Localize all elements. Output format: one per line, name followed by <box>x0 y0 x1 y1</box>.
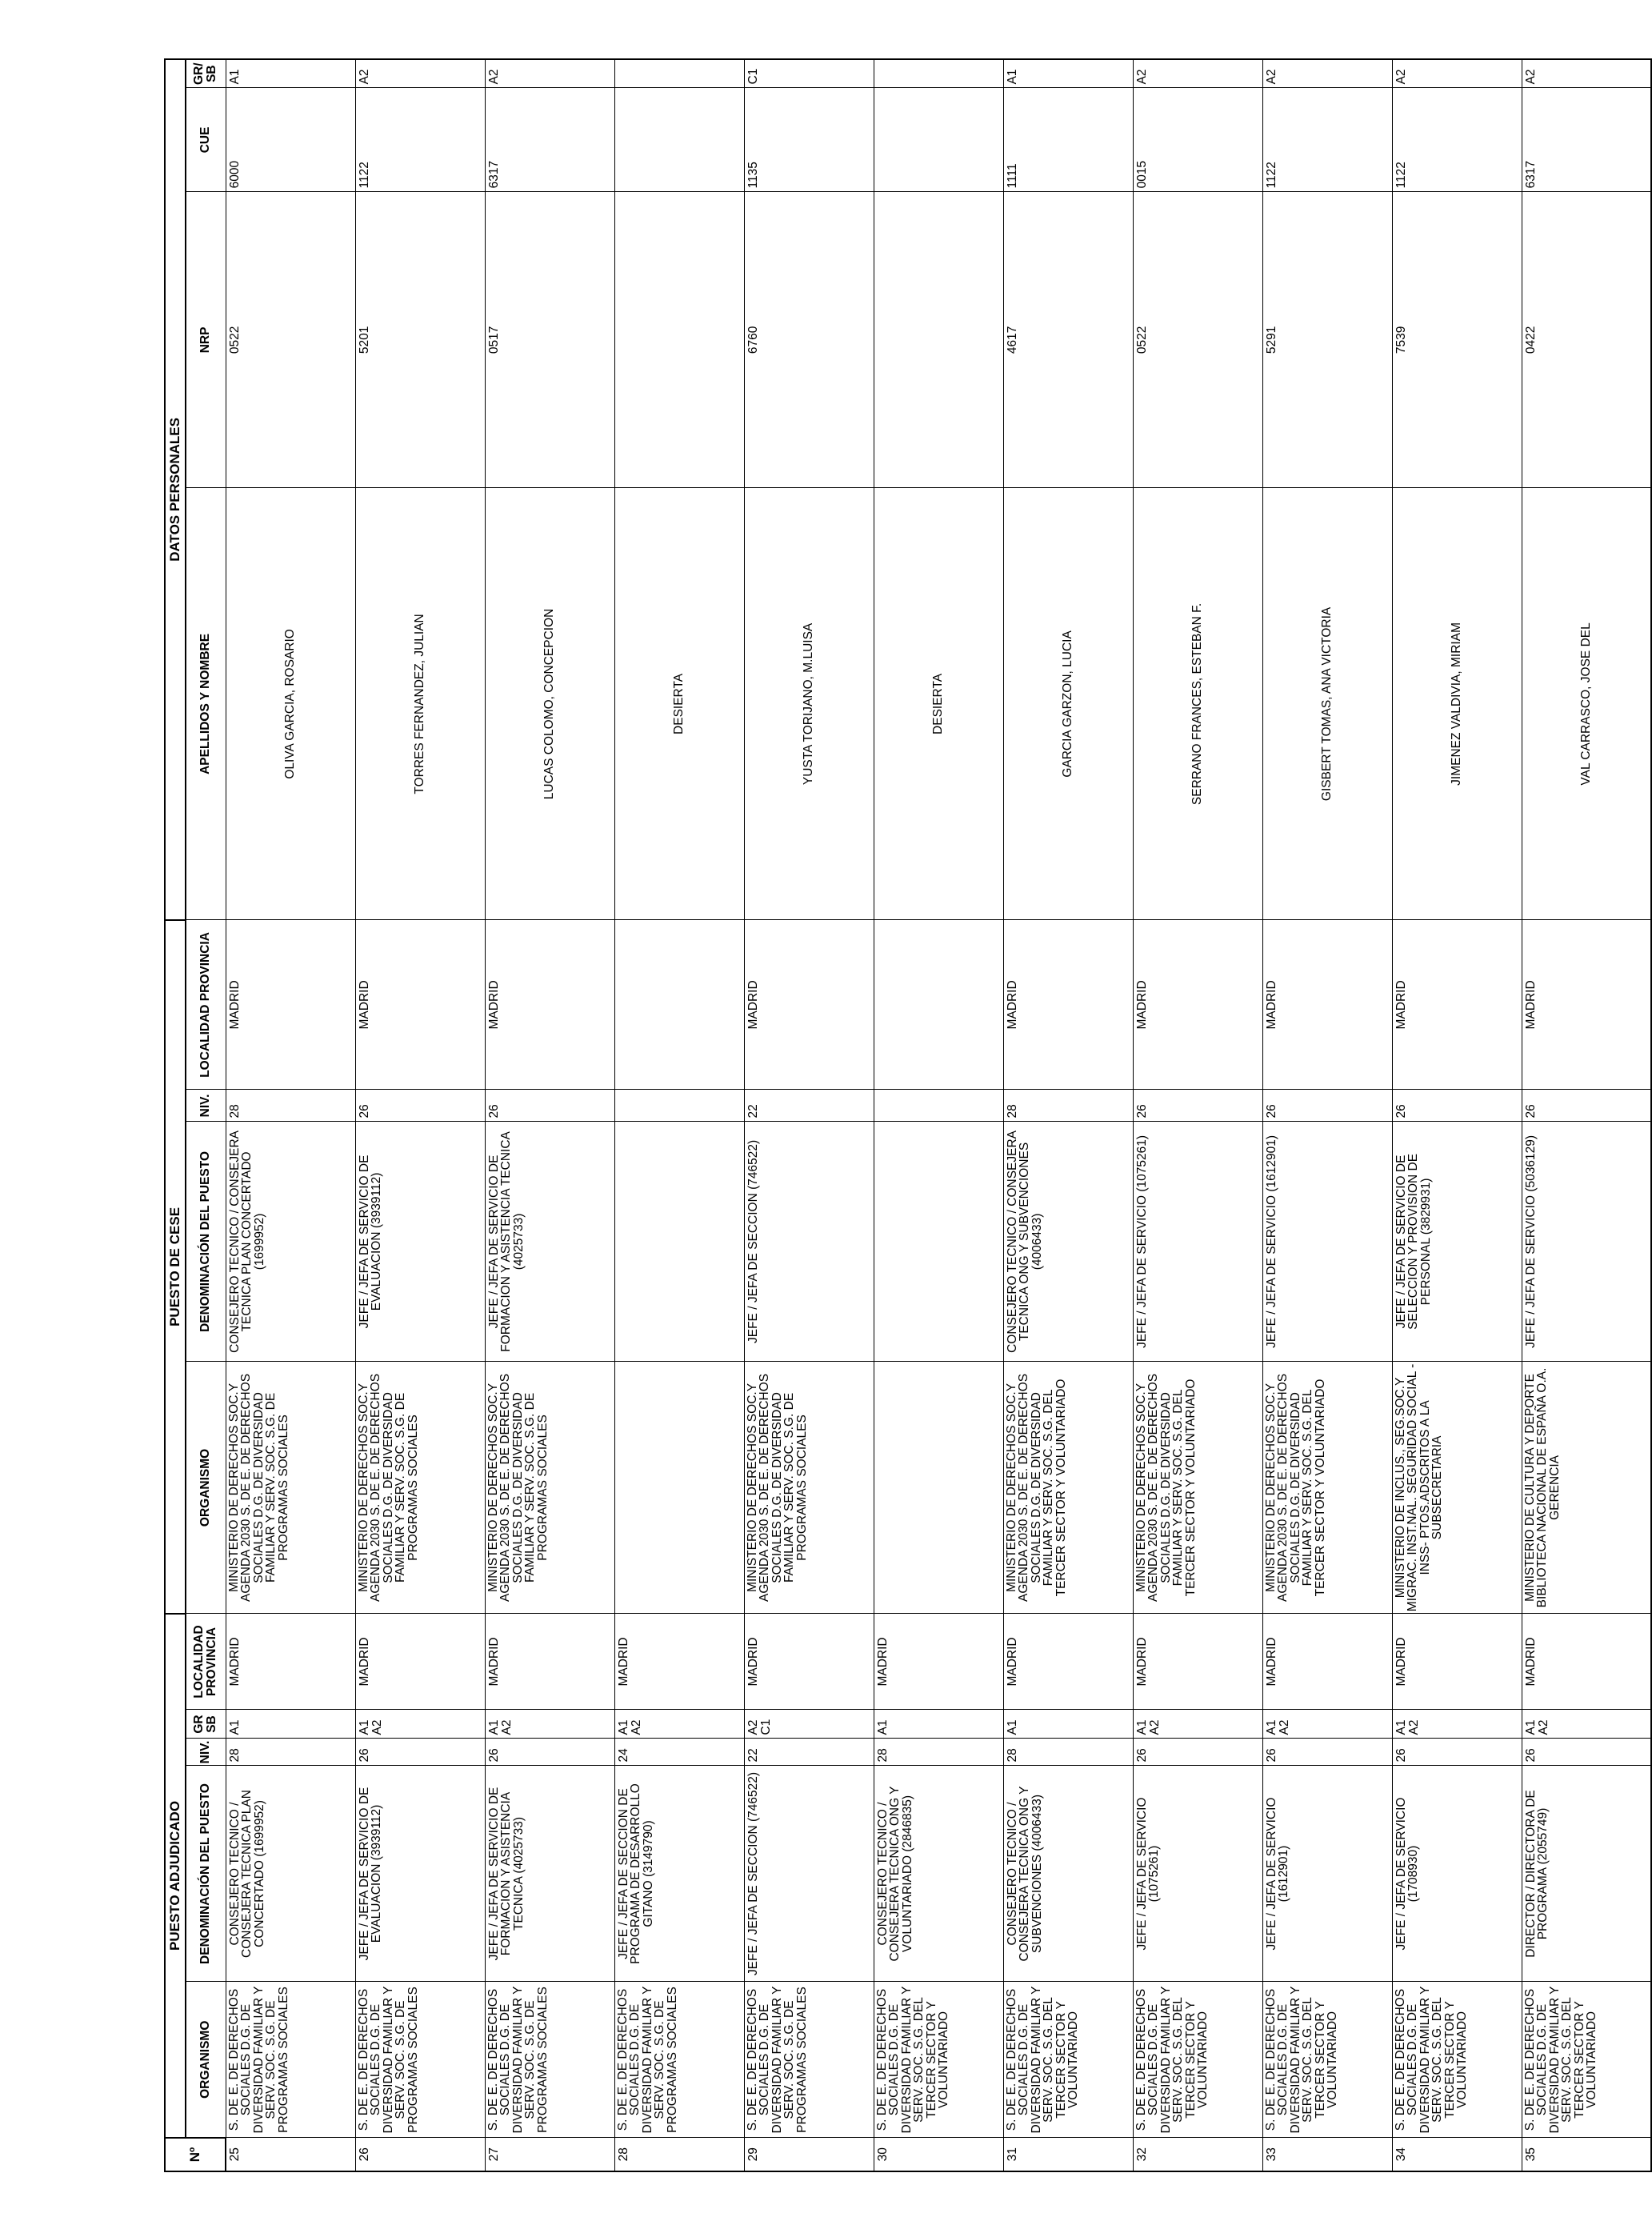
cell-denominacion: JEFE / JEFA DE SERVICIO DE FORMACION Y ASISTENCIA TECNICA (4025733) <box>485 1766 614 1982</box>
cell-cue: 6317 <box>1522 88 1651 192</box>
cell-localidad-cese: MADRID <box>1522 920 1651 1090</box>
cell-organismo-cese: MINISTERIO DE DERECHOS SOC.Y AGENDA 2030 S. DE E. DE DERECHOS SOCIALES D.G. DE DIVERSIDAD FAMILIAR Y SERV. SOC. S.G. DE PROGRAMAS SOCIALES <box>355 1362 485 1614</box>
cell-denominacion: CONSEJERO TECNICO / CONSEJERA TECNICA ONG Y VOLUNTARIADO (2846835) <box>874 1766 1003 1982</box>
table-row <box>614 59 744 2171</box>
cell-organismo: S. DE E. DE DERECHOS SOCIALES D.G. DE DIVERSIDAD FAMILIAR Y SERV. SOC. S.G. DE PROGRAMAS SOCIALES <box>485 1982 614 2138</box>
cell-nrp <box>874 192 1003 488</box>
cell-niv-cese: 26 <box>355 1090 485 1122</box>
cell-grsb2: A2 <box>1133 59 1262 88</box>
cell-organismo: S. DE E. DE DERECHOS SOCIALES D.G. DE DIVERSIDAD FAMILIAR Y SERV. SOC. S.G. DEL TERCER SECTOR Y VOLUNTARIADO <box>1392 1982 1522 2138</box>
cell-nrp: 0522 <box>226 192 355 488</box>
cell-grsb2 <box>874 59 1003 88</box>
cell-organismo-cese: MINISTERIO DE DERECHOS SOC.Y AGENDA 2030 S. DE E. DE DERECHOS SOCIALES D.G. DE DIVERSIDAD FAMILIAR Y SERV. SOC. S.G. DE PROGRAMAS SOCIALES <box>485 1362 614 1614</box>
cell-denominacion: JEFE / JEFA DE SERVICIO DE EVALUACION (3939112) <box>355 1766 485 1982</box>
cell-niv-cese: 26 <box>1392 1090 1522 1122</box>
table-row <box>355 59 485 2171</box>
cell-organismo: S. DE E. DE DERECHOS SOCIALES D.G. DE DIVERSIDAD FAMILIAR Y SERV. SOC. S.G. DE PROGRAMAS SOCIALES <box>226 1982 355 2138</box>
cell-denominacion-cese <box>874 1122 1003 1362</box>
cell-niv: 26 <box>1262 1739 1392 1766</box>
cell-num: 35 <box>1522 2138 1651 2171</box>
cell-localidad: MADRID <box>1392 1614 1522 1710</box>
cell-niv-cese <box>874 1090 1003 1122</box>
cell-nrp: 6760 <box>744 192 874 488</box>
cell-organismo-cese: MINISTERIO DE CULTURA Y DEPORTE BIBLIOTECA NACIONAL DE ESPAÑA O.A. GERENCIA <box>1522 1362 1651 1614</box>
cell-niv: 24 <box>614 1739 744 1766</box>
cell-cue: 1122 <box>1262 88 1392 192</box>
cell-num: 29 <box>744 2138 874 2171</box>
header-group-personales: DATOS PERSONALES <box>165 59 186 920</box>
cell-grsb2: A2 <box>1522 59 1651 88</box>
cell-denominacion-cese: JEFE / JEFA DE SECCION (746522) <box>744 1122 874 1362</box>
cell-niv-cese: 26 <box>1262 1090 1392 1122</box>
cell-localidad: MADRID <box>614 1614 744 1710</box>
cell-denominacion: JEFE / JEFA DE SERVICIO (1708930) <box>1392 1766 1522 1982</box>
header-localidad-cese: LOCALIDAD PROVINCIA <box>186 920 226 1090</box>
cell-organismo-cese: MINISTERIO DE DERECHOS SOC.Y AGENDA 2030 S. DE E. DE DERECHOS SOCIALES D.G. DE DIVERSIDAD FAMILIAR Y SERV. SOC. S.G. DEL TERCER SECTOR Y VOLUNTARIADO <box>1133 1362 1262 1614</box>
header-denominacion-cese: DENOMINACIÓN DEL PUESTO <box>186 1122 226 1362</box>
cell-grsb: A1 A2 <box>1133 1710 1262 1739</box>
header-group-cese: PUESTO DE CESE <box>165 920 186 1614</box>
header-organismo: ORGANISMO <box>186 1982 226 2138</box>
cell-localidad: MADRID <box>1262 1614 1392 1710</box>
cell-grsb2: A1 <box>1003 59 1133 88</box>
cell-cue: 1135 <box>744 88 874 192</box>
table-row <box>1262 59 1392 2171</box>
cell-denominacion-cese: JEFE / JEFA DE SERVICIO (5036129) <box>1522 1122 1651 1362</box>
cell-niv: 28 <box>874 1739 1003 1766</box>
cell-nrp: 5291 <box>1262 192 1392 488</box>
header-group-adjudicado: PUESTO ADJUDICADO <box>165 1614 186 2138</box>
cell-nrp: 0422 <box>1522 192 1651 488</box>
cell-localidad-cese <box>614 920 744 1090</box>
cell-niv: 26 <box>1392 1739 1522 1766</box>
cell-denominacion-cese: JEFE / JEFA DE SERVICIO DE SELECCION Y PROVISION DE PERSONAL (3829931) <box>1392 1122 1522 1362</box>
cell-denominacion: JEFE / JEFA DE SERVICIO (1612901) <box>1262 1766 1392 1982</box>
cell-localidad-cese <box>874 920 1003 1090</box>
table-body <box>226 59 1651 2171</box>
cell-denominacion: CONSEJERO TECNICO / CONSEJERA TECNICA PLAN CONCERTADO (1699952) <box>226 1766 355 1982</box>
cell-localidad: MADRID <box>226 1614 355 1710</box>
cell-grsb: A1 <box>874 1710 1003 1739</box>
cell-num: 27 <box>485 2138 614 2171</box>
cell-organismo-cese: MINISTERIO DE DERECHOS SOC.Y AGENDA 2030 S. DE E. DE DERECHOS SOCIALES D.G. DE DIVERSIDAD FAMILIAR Y SERV. SOC. S.G. DE PROGRAMAS SOCIALES <box>744 1362 874 1614</box>
header-grsb: GR SB <box>186 1710 226 1739</box>
cell-localidad-cese: MADRID <box>485 920 614 1090</box>
cell-organismo: S. DE E. DE DERECHOS SOCIALES D.G. DE DIVERSIDAD FAMILIAR Y SERV. SOC. S.G. DEL TERCER SECTOR Y VOLUNTARIADO <box>1522 1982 1651 2138</box>
cell-grsb: A2 C1 <box>744 1710 874 1739</box>
cell-num: 31 <box>1003 2138 1133 2171</box>
cell-grsb2 <box>614 59 744 88</box>
rotated-page <box>164 60 1598 2172</box>
cell-apellidos: DESIERTA <box>614 488 744 920</box>
cell-localidad-cese: MADRID <box>1133 920 1262 1090</box>
cell-denominacion: JEFE / JEFA DE SERVICIO (1075261) <box>1133 1766 1262 1982</box>
header-localidad: LOCALIDAD PROVINCIA <box>186 1614 226 1710</box>
cell-organismo-cese <box>874 1362 1003 1614</box>
cell-localidad-cese: MADRID <box>1262 920 1392 1090</box>
table-row <box>874 59 1003 2171</box>
cell-denominacion-cese <box>614 1122 744 1362</box>
cell-grsb: A1 <box>226 1710 355 1739</box>
cell-localidad: MADRID <box>1133 1614 1262 1710</box>
cell-denominacion-cese: JEFE / JEFA DE SERVICIO DE FORMACION Y ASISTENCIA TECNICA (4025733) <box>485 1122 614 1362</box>
cell-localidad: MADRID <box>744 1614 874 1710</box>
header-organismo-cese: ORGANISMO <box>186 1362 226 1614</box>
cell-niv: 26 <box>1522 1739 1651 1766</box>
cell-organismo-cese: MINISTERIO DE INCLUS., SEG.SOC.Y MIGRAC. INST.NAL. SEGURIDAD SOCIAL -INSS- PTOS.ADSCRITOS A LA SUBSECRETARIA <box>1392 1362 1522 1614</box>
header-denominacion: DENOMINACIÓN DEL PUESTO <box>186 1766 226 1982</box>
cell-num: 25 <box>226 2138 355 2171</box>
cell-apellidos: GARCIA GARZON, LUCIA <box>1003 488 1133 920</box>
table-row <box>1003 59 1133 2171</box>
cell-organismo-cese: MINISTERIO DE DERECHOS SOC.Y AGENDA 2030 S. DE E. DE DERECHOS SOCIALES D.G. DE DIVERSIDAD FAMILIAR Y SERV. SOC. S.G. DEL TERCER SECTOR Y VOLUNTARIADO <box>1262 1362 1392 1614</box>
cell-organismo: S. DE E. DE DERECHOS SOCIALES D.G. DE DIVERSIDAD FAMILIAR Y SERV. SOC. S.G. DEL TERCER SECTOR Y VOLUNTARIADO <box>874 1982 1003 2138</box>
cell-cue: 0015 <box>1133 88 1262 192</box>
cell-organismo-cese: MINISTERIO DE DERECHOS SOC.Y AGENDA 2030 S. DE E. DE DERECHOS SOCIALES D.G. DE DIVERSIDAD FAMILIAR Y SERV. SOC. S.G. DEL TERCER SECTOR Y VOLUNTARIADO <box>1003 1362 1133 1614</box>
cell-niv: 28 <box>1003 1739 1133 1766</box>
cell-localidad-cese: MADRID <box>355 920 485 1090</box>
table-row <box>744 59 874 2171</box>
cell-organismo-cese: MINISTERIO DE DERECHOS SOC.Y AGENDA 2030 S. DE E. DE DERECHOS SOCIALES D.G. DE DIVERSIDAD FAMILIAR Y SERV. SOC. S.G. DE PROGRAMAS SOCIALES <box>226 1362 355 1614</box>
cell-apellidos: JIMENEZ VALDIVIA, MIRIAM <box>1392 488 1522 920</box>
cell-denominacion: JEFE / JEFA DE SECCION (746522) <box>744 1766 874 1982</box>
cell-niv-cese: 26 <box>1133 1090 1262 1122</box>
resolution-table <box>164 58 1652 2172</box>
cell-niv-cese <box>614 1090 744 1122</box>
cell-apellidos: YUSTA TORIJANO, M.LUISA <box>744 488 874 920</box>
cell-apellidos: SERRANO FRANCES, ESTEBAN F. <box>1133 488 1262 920</box>
cell-denominacion-cese: JEFE / JEFA DE SERVICIO DE EVALUACION (3939112) <box>355 1122 485 1362</box>
table-row <box>1392 59 1522 2171</box>
cell-cue <box>874 88 1003 192</box>
cell-num: 30 <box>874 2138 1003 2171</box>
cell-grsb2: A2 <box>485 59 614 88</box>
cell-grsb: A1 A2 <box>1522 1710 1651 1739</box>
cell-niv: 22 <box>744 1739 874 1766</box>
cell-apellidos: TORRES FERNANDEZ, JULIAN <box>355 488 485 920</box>
cell-cue: 1111 <box>1003 88 1133 192</box>
cell-denominacion-cese: JEFE / JEFA DE SERVICIO (1612901) <box>1262 1122 1392 1362</box>
cell-grsb2: A1 <box>226 59 355 88</box>
table-row <box>1133 59 1262 2171</box>
cell-apellidos: DESIERTA <box>874 488 1003 920</box>
cell-niv: 26 <box>355 1739 485 1766</box>
cell-apellidos: GISBERT TOMAS, ANA VICTORIA <box>1262 488 1392 920</box>
cell-nrp: 4617 <box>1003 192 1133 488</box>
cell-cue <box>614 88 744 192</box>
cell-organismo: S. DE E. DE DERECHOS SOCIALES D.G. DE DIVERSIDAD FAMILIAR Y SERV. SOC. S.G. DE PROGRAMAS SOCIALES <box>744 1982 874 2138</box>
cell-grsb: A1 A2 <box>1392 1710 1522 1739</box>
cell-organismo: S. DE E. DE DERECHOS SOCIALES D.G. DE DIVERSIDAD FAMILIAR Y SERV. SOC. S.G. DEL TERCER SECTOR Y VOLUNTARIADO <box>1003 1982 1133 2138</box>
cell-grsb: A1 A2 <box>614 1710 744 1739</box>
cell-organismo: S. DE E. DE DERECHOS SOCIALES D.G. DE DIVERSIDAD FAMILIAR Y SERV. SOC. S.G. DE PROGRAMAS SOCIALES <box>355 1982 485 2138</box>
cell-denominacion-cese: CONSEJERO TECNICO / CONSEJERA TECNICA ONG Y SUBVENCIONES (4006433) <box>1003 1122 1133 1362</box>
cell-organismo: S. DE E. DE DERECHOS SOCIALES D.G. DE DIVERSIDAD FAMILIAR Y SERV. SOC. S.G. DEL TERCER SECTOR Y VOLUNTARIADO <box>1262 1982 1392 2138</box>
cell-cue: 1122 <box>1392 88 1522 192</box>
cell-localidad-cese: MADRID <box>1003 920 1133 1090</box>
cell-localidad-cese: MADRID <box>1392 920 1522 1090</box>
header-cue: CUE <box>186 88 226 192</box>
cell-nrp: 0517 <box>485 192 614 488</box>
cell-niv: 26 <box>485 1739 614 1766</box>
cell-num: 28 <box>614 2138 744 2171</box>
cell-niv-cese: 28 <box>226 1090 355 1122</box>
cell-niv-cese: 26 <box>1522 1090 1651 1122</box>
cell-niv: 28 <box>226 1739 355 1766</box>
cell-niv-cese: 22 <box>744 1090 874 1122</box>
cell-denominacion: DIRECTOR / DIRECTORA DE PROGRAMA (2055749) <box>1522 1766 1651 1982</box>
cell-nrp: 7539 <box>1392 192 1522 488</box>
cell-denominacion: CONSEJERO TECNICO / CONSEJERA TECNICA ONG Y SUBVENCIONES (4006433) <box>1003 1766 1133 1982</box>
cell-localidad: MADRID <box>355 1614 485 1710</box>
header-apellidos: APELLIDOS Y NOMBRE <box>186 488 226 920</box>
cell-grsb: A1 <box>1003 1710 1133 1739</box>
cell-localidad: MADRID <box>485 1614 614 1710</box>
cell-grsb2: A2 <box>1392 59 1522 88</box>
cell-denominacion: JEFE / JEFA DE SECCION DE PROGRAMA DE DESARROLLO GITANO (3149790) <box>614 1766 744 1982</box>
cell-apellidos: VAL CARRASCO, JOSE DEL <box>1522 488 1651 920</box>
cell-localidad: MADRID <box>1003 1614 1133 1710</box>
cell-num: 33 <box>1262 2138 1392 2171</box>
cell-localidad-cese: MADRID <box>744 920 874 1090</box>
header-num: Nº <box>165 2138 226 2171</box>
table-row <box>1522 59 1651 2171</box>
cell-nrp: 5201 <box>355 192 485 488</box>
table-row <box>226 59 355 2171</box>
cell-organismo: S. DE E. DE DERECHOS SOCIALES D.G. DE DIVERSIDAD FAMILIAR Y SERV. SOC. S.G. DEL TERCER SECTOR Y VOLUNTARIADO <box>1133 1982 1262 2138</box>
cell-grsb2: A2 <box>355 59 485 88</box>
cell-cue: 1122 <box>355 88 485 192</box>
header-nrp: NRP <box>186 192 226 488</box>
cell-nrp <box>614 192 744 488</box>
cell-denominacion-cese: CONSEJERO TECNICO / CONSEJERA TECNICA PLAN CONCERTADO (1699952) <box>226 1122 355 1362</box>
header-grsb2: GR/ SB <box>186 59 226 88</box>
cell-organismo-cese <box>614 1362 744 1614</box>
cell-localidad: MADRID <box>1522 1614 1651 1710</box>
cell-apellidos: OLIVA GARCIA, ROSARIO <box>226 488 355 920</box>
cell-localidad-cese: MADRID <box>226 920 355 1090</box>
cell-num: 34 <box>1392 2138 1522 2171</box>
cell-grsb: A1 A2 <box>1262 1710 1392 1739</box>
cell-grsb: A1 A2 <box>485 1710 614 1739</box>
cell-localidad: MADRID <box>874 1614 1003 1710</box>
header-niv: NIV. <box>186 1739 226 1766</box>
cell-num: 26 <box>355 2138 485 2171</box>
cell-niv: 26 <box>1133 1739 1262 1766</box>
cell-apellidos: LUCAS COLOMO, CONCEPCION <box>485 488 614 920</box>
cell-grsb2: A2 <box>1262 59 1392 88</box>
cell-grsb2: C1 <box>744 59 874 88</box>
cell-niv-cese: 28 <box>1003 1090 1133 1122</box>
cell-cue: 6317 <box>485 88 614 192</box>
table-row <box>485 59 614 2171</box>
cell-nrp: 0522 <box>1133 192 1262 488</box>
cell-organismo: S. DE E. DE DERECHOS SOCIALES D.G. DE DIVERSIDAD FAMILIAR Y SERV. SOC. S.G. DE PROGRAMAS SOCIALES <box>614 1982 744 2138</box>
cell-denominacion-cese: JEFE / JEFA DE SERVICIO (1075261) <box>1133 1122 1262 1362</box>
cell-grsb: A1 A2 <box>355 1710 485 1739</box>
cell-cue: 6000 <box>226 88 355 192</box>
header-niv-cese: NIV. <box>186 1090 226 1122</box>
cell-niv-cese: 26 <box>485 1090 614 1122</box>
cell-num: 32 <box>1133 2138 1262 2171</box>
